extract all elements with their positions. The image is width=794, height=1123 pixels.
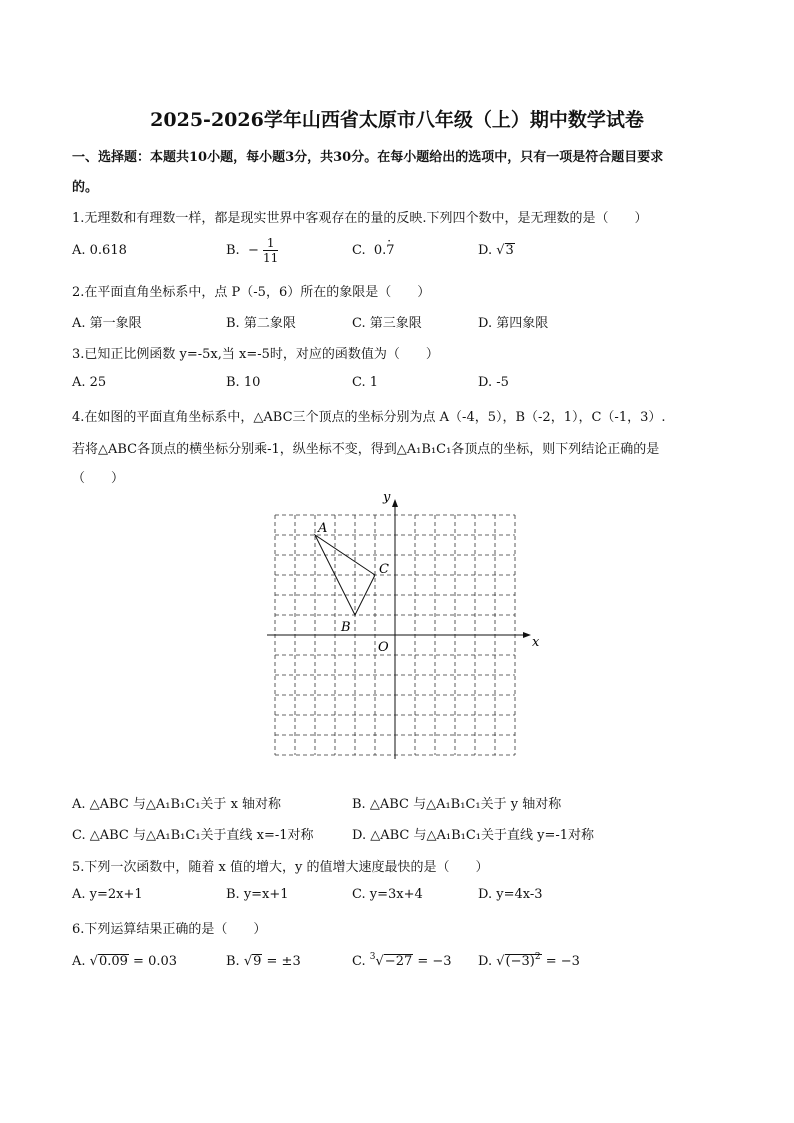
question-1-option-c: C. 0.7 · xyxy=(352,243,395,258)
fraction: $\frac{1}{11}$ xyxy=(263,236,279,265)
question-6-option-a: A. √0.09 = 0.03 xyxy=(72,954,178,969)
question-4-option-a: A. △ABC 与△A₁B₁C₁关于 x 轴对称 xyxy=(72,797,282,812)
section-heading-line1: 一、选择题：本题共10小题，每小题3分，共30分。在每小题给出的选项中，只有一项是符合题目要求 xyxy=(72,150,664,165)
y-axis-label: y xyxy=(383,490,391,505)
question-6-option-c: C. $^3$√−27 = −3 xyxy=(352,952,452,969)
question-4-line1: 4.在如图的平面直角坐标系中，△ABC三个顶点的坐标分别为点 A（-4，5），B（-2，1），C（-1，3）. xyxy=(72,410,666,425)
question-2-option-b: B. 第二象限 xyxy=(226,316,296,331)
point-a-label: A xyxy=(318,521,328,536)
question-4-option-b: B. △ABC 与△A₁B₁C₁关于 y 轴对称 xyxy=(352,797,562,812)
x-axis-label: x xyxy=(532,635,540,650)
point-b-label: B xyxy=(341,620,351,635)
question-2-option-d: D. 第四象限 xyxy=(478,316,549,331)
question-1-stem: 1.无理数和有理数一样，都是现实世界中客观存在的量的反映.下列四个数中，是无理数的是（ ） xyxy=(72,211,648,226)
question-6-option-d: D. $√(-3)^2 = -3$ xyxy=(478,952,580,969)
question-4-line2: 若将△ABC各顶点的横坐标分别乘-1，纵坐标不变，得到△A₁B₁C₁各顶点的坐标，则下列结论正确的是 xyxy=(72,442,660,457)
question-4-option-d: D. △ABC 与△A₁B₁C₁关于直线 y=-1对称 xyxy=(352,828,595,843)
question-5-option-a: A. y=2x+1 xyxy=(72,887,143,902)
question-3-option-d: D. -5 xyxy=(478,375,509,390)
question-5-option-b: B. y=x+1 xyxy=(226,887,289,902)
question-3-option-c: C. 1 xyxy=(352,375,379,390)
question-2-option-a: A. 第一象限 xyxy=(72,316,142,331)
page-title: 2025-2026学年山西省太原市八年级（上）期中数学试卷 xyxy=(150,109,644,131)
question-1-option-b: B. − $\frac{1}{11}$ xyxy=(226,236,279,265)
y-axis-arrow xyxy=(392,499,398,507)
section-heading xyxy=(72,143,722,203)
axes xyxy=(267,499,531,759)
question-3-option-a: A. 25 xyxy=(72,375,107,390)
coordinate-figure xyxy=(262,485,540,760)
question-5-option-d: D. y=4x-3 xyxy=(478,887,543,902)
question-3-stem: 3.已知正比例函数 y=-5x,当 x=-5时，对应的函数值为（ ） xyxy=(72,347,439,362)
question-6-option-b: B. √9 = ±3 xyxy=(226,954,301,969)
question-4-option-c: C. △ABC 与△A₁B₁C₁关于直线 x=-1对称 xyxy=(72,828,314,843)
repeating-digit: 7 · xyxy=(386,243,394,258)
origin-label: O xyxy=(378,640,389,655)
question-1-option-a: A. 0.618 xyxy=(72,243,127,258)
question-4-line3: （ ） xyxy=(72,471,125,486)
point-c-label: C xyxy=(379,562,389,577)
question-2-option-c: C. 第三象限 xyxy=(352,316,422,331)
question-6-stem: 6.下列运算结果正确的是（ ） xyxy=(72,922,267,937)
question-3-option-b: B. 10 xyxy=(226,375,261,390)
section-heading-line2: 的。 xyxy=(72,180,99,195)
x-axis-arrow xyxy=(523,632,531,638)
question-2-stem: 2.在平面直角坐标系中，点 P（-5，6）所在的象限是（ ） xyxy=(72,285,431,300)
question-1-option-d: D. √3 xyxy=(478,243,514,258)
question-5-option-c: C. y=3x+4 xyxy=(352,887,423,902)
question-5-stem: 5.下列一次函数中，随着 x 值的增大，y 的值增大速度最快的是（ ） xyxy=(72,860,489,875)
